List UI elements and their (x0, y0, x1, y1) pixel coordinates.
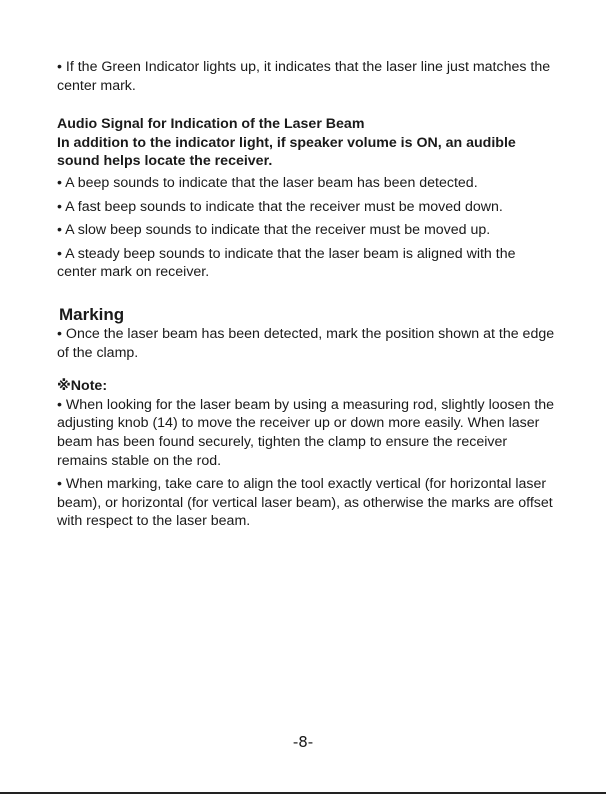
marking-heading: Marking (59, 304, 125, 324)
list-item-slow-beep: • A slow beep sounds to indicate that the receiver must be moved up. (57, 222, 491, 239)
manual-page-content (57, 58, 557, 531)
note-paragraph-measuring-rod: • When looking for the laser beam by using a measuring rod, slightly loosen the adjusting knob (14) to move the receiver up or down more easily. When laser beam has been found securely, tighten the clamp to ensure the receiver remains stable on the rod. (57, 396, 555, 469)
marking-paragraph: • Once the laser beam has been detected, mark the position shown at the edge of the clamp. (57, 325, 555, 361)
page-number: -8- (292, 733, 314, 751)
audio-signal-heading: Audio Signal for Indication of the Laser Beam (57, 116, 365, 133)
bottom-divider (0, 792, 606, 794)
green-indicator-paragraph: • If the Green Indicator lights up, it indicates that the laser line just matches the center mark. (57, 59, 551, 94)
audio-signal-intro: In addition to the indicator light, if speaker volume is ON, an audible sound helps locate the receiver. (57, 134, 516, 170)
list-item-steady-beep: • A steady beep sounds to indicate that the laser beam is aligned with the center mark on receiver. (57, 245, 516, 281)
list-item-beep-detected: • A beep sounds to indicate that the laser beam has been detected. (57, 174, 478, 191)
note-paragraph-marking-alignment: • When marking, take care to align the tool exactly vertical (for horizontal laser beam), or horizontal (for vertical laser beam), as otherwise the marks are offset with respect to the laser beam. (57, 476, 553, 530)
note-heading: ※Note: (57, 378, 108, 395)
list-item-fast-beep: • A fast beep sounds to indicate that the receiver must be moved down. (57, 198, 503, 215)
